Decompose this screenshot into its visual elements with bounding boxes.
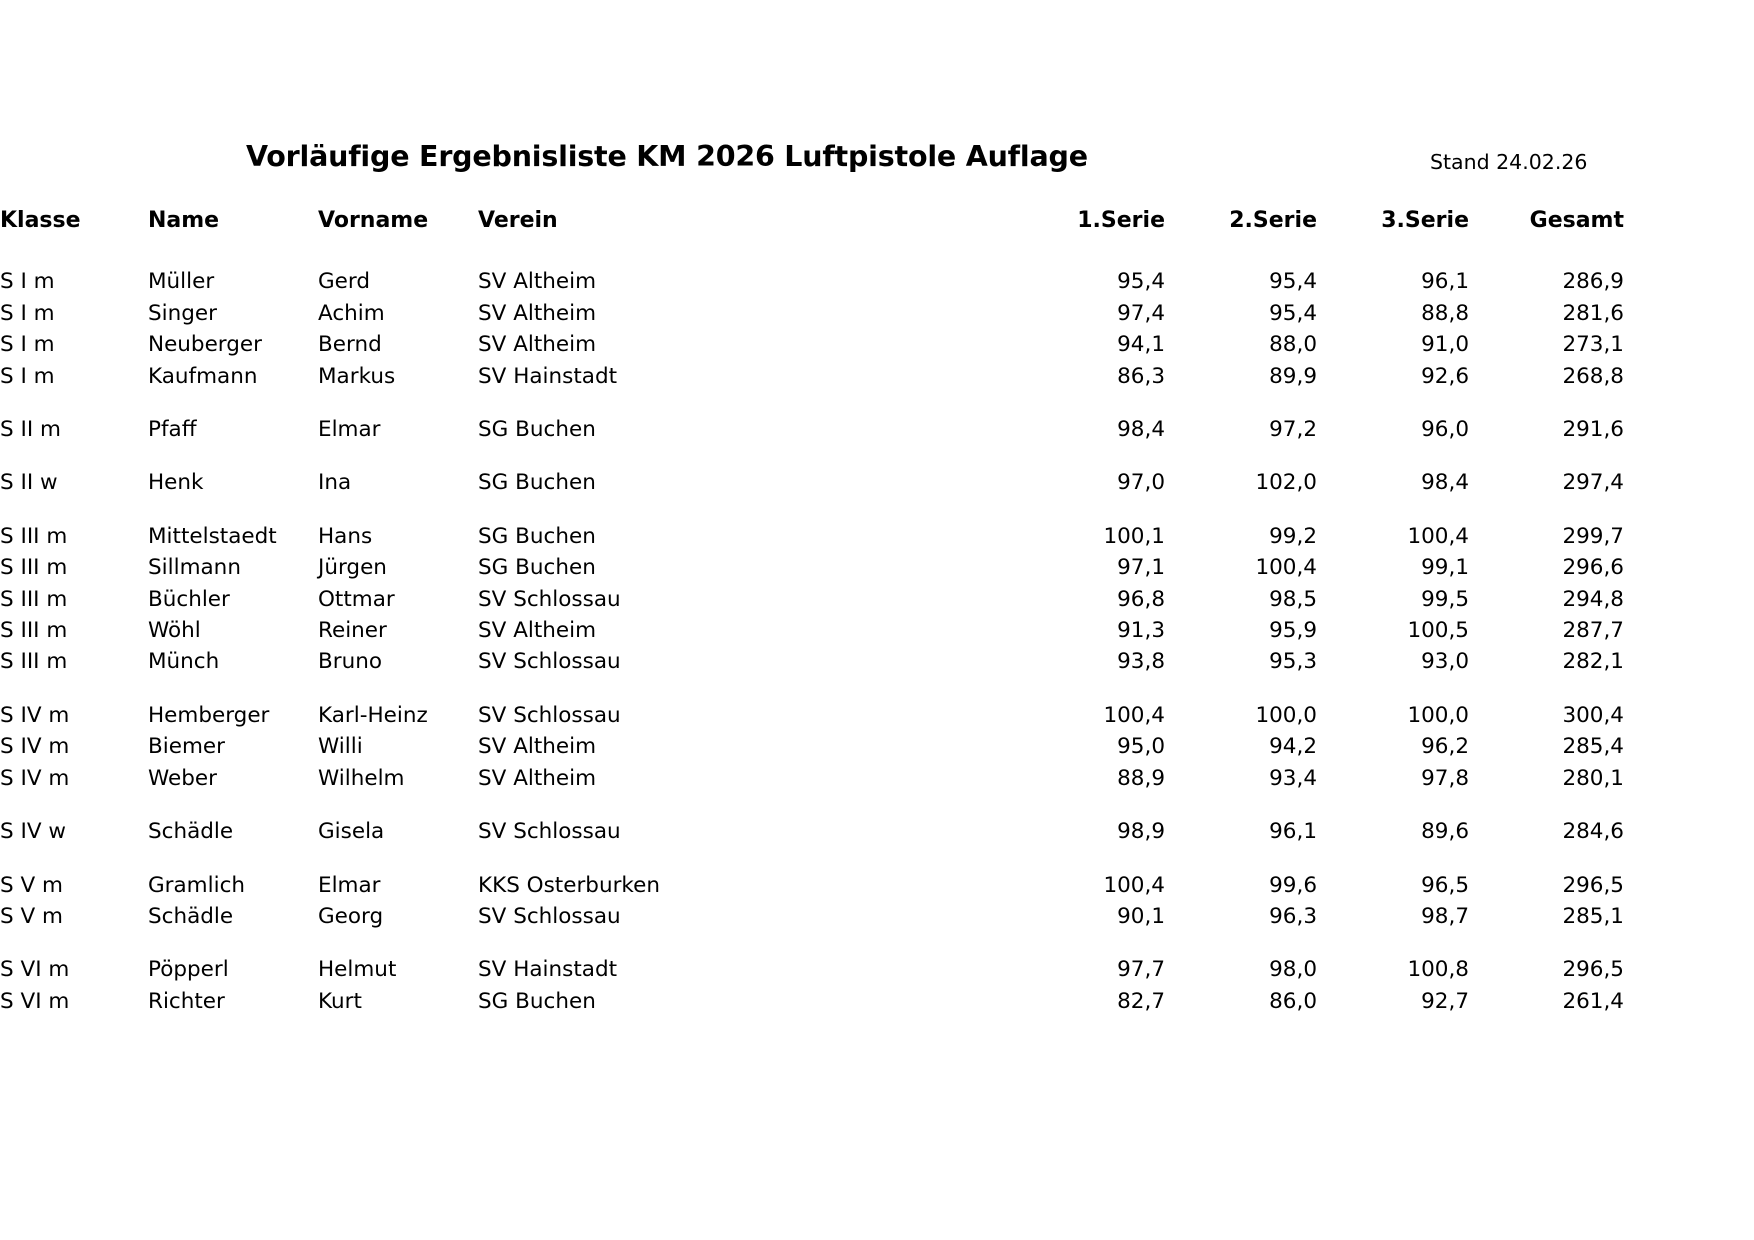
cell-spacer — [798, 584, 1010, 615]
cell-serie1: 97,1 — [1117, 555, 1165, 581]
cell-verein: SV Schlossau — [478, 586, 621, 612]
group-spacer-row — [0, 794, 1754, 816]
cell-spacer — [798, 646, 1010, 677]
group-spacer-cell — [0, 932, 1754, 954]
cell-serie2: 99,6 — [1269, 872, 1317, 898]
cell-serie2: 95,3 — [1269, 649, 1317, 675]
cell-serie3: 96,2 — [1421, 734, 1469, 760]
cell-spacer — [798, 986, 1010, 1017]
cell-pad — [1624, 901, 1754, 932]
cell-vorname: Wilhelm — [318, 765, 405, 791]
cell-serie2: 98,5 — [1269, 586, 1317, 612]
group-spacer-cell — [0, 678, 1754, 700]
cell-vorname: Gisela — [318, 819, 385, 845]
cell-klasse: S III m — [0, 555, 68, 581]
cell-name: Pfaff — [148, 417, 197, 443]
cell-klasse: S III m — [0, 618, 68, 644]
cell-klasse: S II m — [0, 417, 61, 443]
cell-klasse: S IV m — [0, 734, 70, 760]
cell-pad — [1624, 731, 1754, 762]
cell-vorname: Markus — [318, 363, 396, 389]
cell-serie3: 100,0 — [1407, 702, 1469, 728]
cell-gesamt: 281,6 — [1562, 300, 1624, 326]
cell-vorname: Achim — [318, 300, 385, 326]
table-header-row — [0, 205, 1754, 266]
cell-vorname: Elmar — [318, 872, 381, 898]
cell-serie1: 100,4 — [1103, 702, 1165, 728]
cell-name: Richter — [148, 988, 225, 1014]
cell-name: Gramlich — [148, 872, 246, 898]
table-header — [0, 205, 1754, 266]
cell-serie3: 92,7 — [1421, 988, 1469, 1014]
cell-vorname: Bernd — [318, 332, 382, 358]
cell-serie3: 98,4 — [1421, 470, 1469, 496]
cell-gesamt: 296,5 — [1562, 957, 1624, 983]
cell-serie3: 96,1 — [1421, 269, 1469, 295]
cell-serie2: 99,2 — [1269, 523, 1317, 549]
cell-name: Mittelstaedt — [148, 523, 277, 549]
cell-spacer — [798, 521, 1010, 552]
cell-verein: SV Hainstadt — [478, 957, 618, 983]
cell-vorname: Helmut — [318, 957, 397, 983]
column-header-spacer — [798, 205, 1010, 266]
table-row — [0, 361, 1754, 392]
cell-verein: SV Altheim — [478, 734, 597, 760]
table-row — [0, 763, 1754, 794]
cell-serie2: 97,2 — [1269, 417, 1317, 443]
cell-pad — [1624, 986, 1754, 1017]
table-row — [0, 414, 1754, 445]
table-row — [0, 552, 1754, 583]
cell-name: Pöpperl — [148, 957, 229, 983]
cell-serie1: 90,1 — [1117, 903, 1165, 929]
cell-name: Sillmann — [148, 555, 241, 581]
cell-verein: SG Buchen — [478, 417, 596, 443]
cell-vorname: Elmar — [318, 417, 381, 443]
cell-klasse: S VI m — [0, 957, 70, 983]
cell-name: Weber — [148, 765, 217, 791]
column-header-serie2: 2.Serie — [1229, 208, 1317, 233]
column-header-serie3: 3.Serie — [1381, 208, 1469, 233]
cell-pad — [1624, 266, 1754, 297]
cell-spacer — [798, 552, 1010, 583]
cell-vorname: Georg — [318, 903, 384, 929]
table-row — [0, 266, 1754, 297]
cell-verein: SV Schlossau — [478, 819, 621, 845]
cell-serie2: 98,0 — [1269, 957, 1317, 983]
cell-gesamt: 294,8 — [1562, 586, 1624, 612]
cell-spacer — [798, 329, 1010, 360]
cell-verein: SV Hainstadt — [478, 363, 618, 389]
column-header-name: Name — [148, 208, 220, 233]
cell-gesamt: 268,8 — [1562, 363, 1624, 389]
cell-serie1: 97,4 — [1117, 300, 1165, 326]
document-header — [0, 140, 1754, 180]
cell-vorname: Jürgen — [318, 555, 387, 581]
cell-verein: SV Altheim — [478, 765, 597, 791]
cell-name: Biemer — [148, 734, 225, 760]
cell-serie3: 92,6 — [1421, 363, 1469, 389]
cell-serie2: 95,4 — [1269, 269, 1317, 295]
cell-klasse: S III m — [0, 649, 68, 675]
cell-verein: SV Altheim — [478, 269, 597, 295]
cell-verein: SV Schlossau — [478, 702, 621, 728]
cell-serie2: 100,4 — [1255, 555, 1317, 581]
cell-serie1: 98,4 — [1117, 417, 1165, 443]
cell-gesamt: 287,7 — [1562, 618, 1624, 644]
cell-gesamt: 297,4 — [1562, 470, 1624, 496]
cell-serie2: 102,0 — [1255, 470, 1317, 496]
cell-serie1: 88,9 — [1117, 765, 1165, 791]
cell-spacer — [798, 901, 1010, 932]
cell-serie1: 86,3 — [1117, 363, 1165, 389]
cell-serie2: 89,9 — [1269, 363, 1317, 389]
cell-verein: SG Buchen — [478, 988, 596, 1014]
cell-klasse: S IV m — [0, 702, 70, 728]
cell-serie1: 94,1 — [1117, 332, 1165, 358]
cell-pad — [1624, 521, 1754, 552]
cell-name: Münch — [148, 649, 220, 675]
group-spacer-row — [0, 848, 1754, 870]
table-row — [0, 731, 1754, 762]
group-spacer-cell — [0, 445, 1754, 467]
cell-vorname: Ina — [318, 470, 352, 496]
cell-gesamt: 296,5 — [1562, 872, 1624, 898]
table-row — [0, 646, 1754, 677]
cell-verein: SV Altheim — [478, 300, 597, 326]
cell-klasse: S III m — [0, 586, 68, 612]
cell-serie2: 88,0 — [1269, 332, 1317, 358]
column-header-serie1: 1.Serie — [1077, 208, 1165, 233]
cell-serie3: 98,7 — [1421, 903, 1469, 929]
table-row — [0, 298, 1754, 329]
cell-serie2: 94,2 — [1269, 734, 1317, 760]
cell-spacer — [798, 361, 1010, 392]
cell-name: Neuberger — [148, 332, 262, 358]
cell-serie2: 96,1 — [1269, 819, 1317, 845]
cell-gesamt: 282,1 — [1562, 649, 1624, 675]
cell-serie3: 89,6 — [1421, 819, 1469, 845]
cell-vorname: Ottmar — [318, 586, 395, 612]
cell-name: Hemberger — [148, 702, 270, 728]
group-spacer-row — [0, 445, 1754, 467]
cell-gesamt: 285,1 — [1562, 903, 1624, 929]
table-row — [0, 329, 1754, 360]
cell-serie3: 88,8 — [1421, 300, 1469, 326]
cell-gesamt: 299,7 — [1562, 523, 1624, 549]
cell-spacer — [798, 298, 1010, 329]
cell-spacer — [798, 467, 1010, 498]
cell-verein: SV Altheim — [478, 332, 597, 358]
cell-vorname: Hans — [318, 523, 373, 549]
table-row — [0, 615, 1754, 646]
cell-pad — [1624, 870, 1754, 901]
cell-serie2: 96,3 — [1269, 903, 1317, 929]
cell-gesamt: 261,4 — [1562, 988, 1624, 1014]
cell-spacer — [798, 615, 1010, 646]
cell-klasse: S V m — [0, 872, 63, 898]
column-header-vorname: Vorname — [318, 208, 429, 233]
table-row — [0, 521, 1754, 552]
cell-gesamt: 296,6 — [1562, 555, 1624, 581]
cell-pad — [1624, 954, 1754, 985]
cell-name: Kaufmann — [148, 363, 258, 389]
table-body — [0, 266, 1754, 1017]
cell-pad — [1624, 414, 1754, 445]
cell-serie1: 93,8 — [1117, 649, 1165, 675]
cell-verein: SV Altheim — [478, 618, 597, 644]
cell-serie1: 91,3 — [1117, 618, 1165, 644]
cell-pad — [1624, 584, 1754, 615]
cell-verein: KKS Osterburken — [478, 872, 660, 898]
cell-pad — [1624, 361, 1754, 392]
cell-pad — [1624, 700, 1754, 731]
page-title: Vorläufige Ergebnisliste KM 2026 Luftpistole Auflage — [246, 140, 1088, 173]
cell-serie2: 93,4 — [1269, 765, 1317, 791]
cell-serie3: 100,5 — [1407, 618, 1469, 644]
group-spacer-row — [0, 678, 1754, 700]
cell-serie3: 99,1 — [1421, 555, 1469, 581]
cell-serie3: 97,8 — [1421, 765, 1469, 791]
cell-serie1: 97,7 — [1117, 957, 1165, 983]
results-table — [0, 205, 1754, 1017]
cell-spacer — [798, 700, 1010, 731]
cell-serie3: 99,5 — [1421, 586, 1469, 612]
cell-klasse: S III m — [0, 523, 68, 549]
cell-gesamt: 273,1 — [1562, 332, 1624, 358]
cell-name: Schädle — [148, 903, 234, 929]
table-row — [0, 700, 1754, 731]
group-spacer-cell — [0, 794, 1754, 816]
cell-serie3: 96,0 — [1421, 417, 1469, 443]
cell-name: Schädle — [148, 819, 234, 845]
cell-pad — [1624, 552, 1754, 583]
cell-spacer — [798, 870, 1010, 901]
cell-pad — [1624, 816, 1754, 847]
cell-verein: SG Buchen — [478, 555, 596, 581]
cell-spacer — [798, 414, 1010, 445]
cell-spacer — [798, 763, 1010, 794]
cell-vorname: Kurt — [318, 988, 362, 1014]
cell-klasse: S V m — [0, 903, 63, 929]
cell-klasse: S I m — [0, 363, 55, 389]
cell-name: Büchler — [148, 586, 230, 612]
cell-pad — [1624, 763, 1754, 794]
cell-klasse: S I m — [0, 300, 55, 326]
table-row — [0, 870, 1754, 901]
cell-vorname: Gerd — [318, 269, 370, 295]
cell-serie3: 100,4 — [1407, 523, 1469, 549]
group-spacer-cell — [0, 499, 1754, 521]
column-header-pad — [1624, 205, 1754, 266]
table-row — [0, 467, 1754, 498]
cell-pad — [1624, 467, 1754, 498]
cell-vorname: Reiner — [318, 618, 387, 644]
cell-gesamt: 284,6 — [1562, 819, 1624, 845]
cell-pad — [1624, 646, 1754, 677]
cell-vorname: Willi — [318, 734, 363, 760]
group-spacer-row — [0, 499, 1754, 521]
cell-pad — [1624, 329, 1754, 360]
cell-spacer — [798, 954, 1010, 985]
group-spacer-row — [0, 932, 1754, 954]
cell-serie2: 86,0 — [1269, 988, 1317, 1014]
cell-klasse: S II w — [0, 470, 58, 496]
cell-serie3: 91,0 — [1421, 332, 1469, 358]
cell-serie2: 95,4 — [1269, 300, 1317, 326]
cell-gesamt: 280,1 — [1562, 765, 1624, 791]
cell-klasse: S VI m — [0, 988, 70, 1014]
cell-name: Henk — [148, 470, 204, 496]
cell-serie3: 100,8 — [1407, 957, 1469, 983]
cell-serie1: 97,0 — [1117, 470, 1165, 496]
cell-spacer — [798, 816, 1010, 847]
cell-serie1: 98,9 — [1117, 819, 1165, 845]
cell-pad — [1624, 298, 1754, 329]
group-spacer-row — [0, 392, 1754, 414]
cell-name: Wöhl — [148, 618, 201, 644]
status-date: Stand 24.02.26 — [1430, 150, 1588, 174]
cell-serie1: 95,4 — [1117, 269, 1165, 295]
cell-vorname: Bruno — [318, 649, 382, 675]
cell-spacer — [798, 266, 1010, 297]
cell-serie3: 93,0 — [1421, 649, 1469, 675]
cell-verein: SG Buchen — [478, 523, 596, 549]
cell-pad — [1624, 615, 1754, 646]
column-header-verein: Verein — [478, 208, 558, 233]
cell-klasse: S IV m — [0, 765, 70, 791]
column-header-gesamt: Gesamt — [1529, 208, 1624, 233]
column-header-klasse: Klasse — [0, 208, 81, 233]
table-row — [0, 584, 1754, 615]
table-row — [0, 816, 1754, 847]
cell-verein: SV Schlossau — [478, 903, 621, 929]
cell-klasse: S I m — [0, 332, 55, 358]
table-row — [0, 986, 1754, 1017]
cell-serie2: 95,9 — [1269, 618, 1317, 644]
cell-gesamt: 300,4 — [1562, 702, 1624, 728]
cell-serie3: 96,5 — [1421, 872, 1469, 898]
group-spacer-cell — [0, 848, 1754, 870]
cell-verein: SV Schlossau — [478, 649, 621, 675]
group-spacer-cell — [0, 392, 1754, 414]
cell-serie1: 95,0 — [1117, 734, 1165, 760]
cell-serie2: 100,0 — [1255, 702, 1317, 728]
cell-serie1: 82,7 — [1117, 988, 1165, 1014]
cell-klasse: S I m — [0, 269, 55, 295]
cell-serie1: 100,4 — [1103, 872, 1165, 898]
cell-name: Singer — [148, 300, 217, 326]
cell-serie1: 96,8 — [1117, 586, 1165, 612]
cell-spacer — [798, 731, 1010, 762]
cell-vorname: Karl-Heinz — [318, 702, 428, 728]
cell-verein: SG Buchen — [478, 470, 596, 496]
cell-klasse: S IV w — [0, 819, 66, 845]
cell-name: Müller — [148, 269, 215, 295]
table-row — [0, 901, 1754, 932]
cell-gesamt: 286,9 — [1562, 269, 1624, 295]
table-row — [0, 954, 1754, 985]
cell-gesamt: 285,4 — [1562, 734, 1624, 760]
cell-serie1: 100,1 — [1103, 523, 1165, 549]
cell-gesamt: 291,6 — [1562, 417, 1624, 443]
